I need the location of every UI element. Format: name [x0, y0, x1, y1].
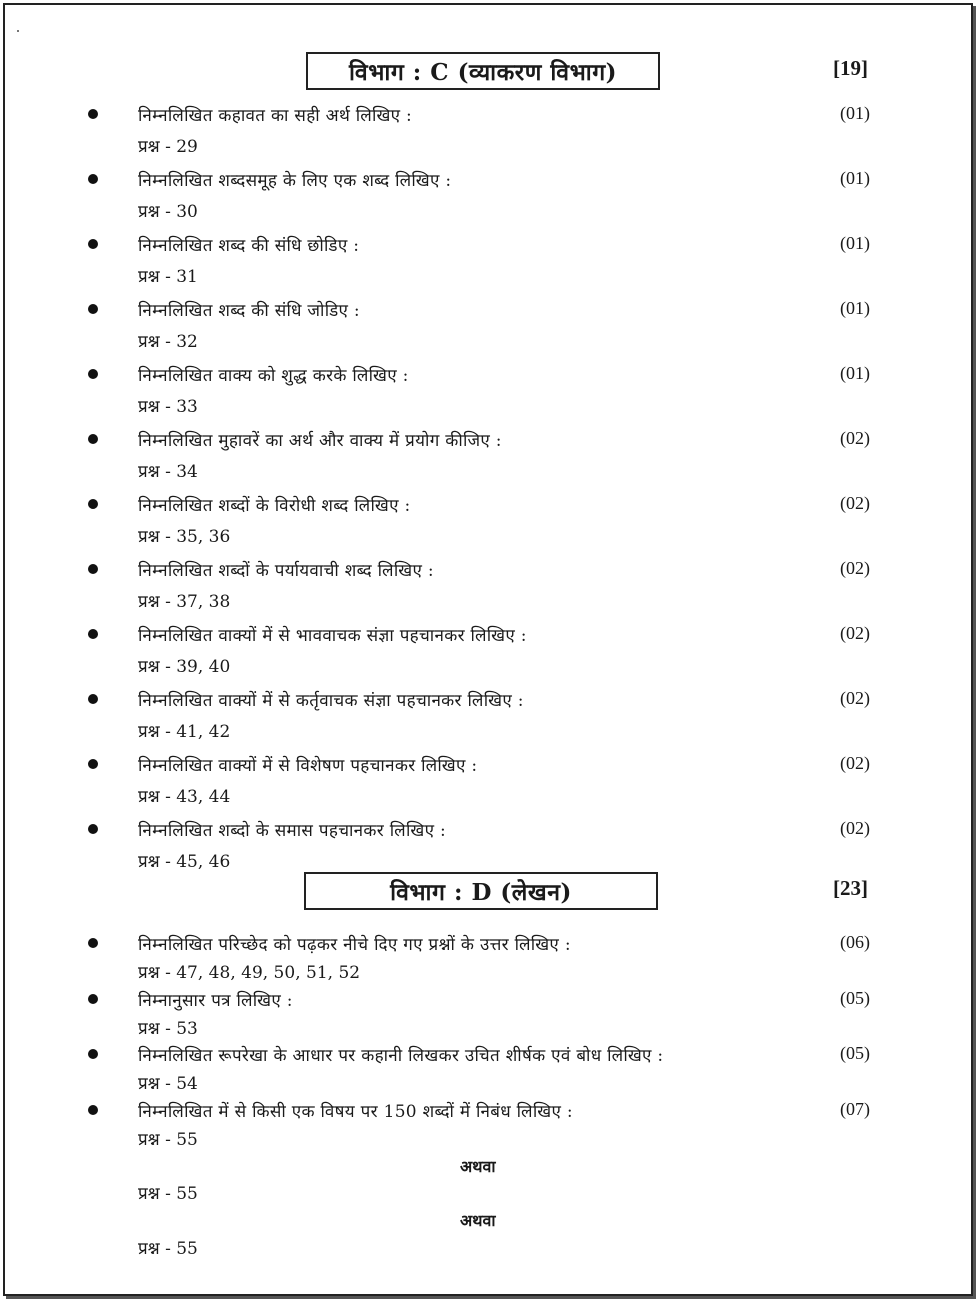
question-number: प्रश्न - 54: [138, 1074, 198, 1094]
question-instruction: निम्नलिखित वाक्यों में से भाववाचक संज्ञा पहचानकर लिखिए :: [138, 626, 527, 646]
question-item: [88, 103, 870, 158]
alternative-question-number: प्रश्न - 55: [138, 1184, 198, 1204]
question-instruction: निम्नलिखित वाक्यों में से कर्तृवाचक संज्ञा पहचानकर लिखिए :: [138, 691, 524, 711]
question-marks: (02): [840, 558, 870, 578]
question-instruction: निम्नलिखित शब्दसमूह के लिए एक शब्द लिखिए :: [138, 171, 452, 191]
bullet-icon: [88, 369, 98, 379]
question-number: प्रश्न - 47, 48, 49, 50, 51, 52: [138, 963, 361, 983]
question-instruction: निम्नलिखित में से किसी एक विषय पर 150 शब्दों में निबंध लिखिए :: [138, 1101, 573, 1122]
question-instruction: निम्नलिखित शब्द की संधि छोडिए :: [138, 236, 360, 256]
question-marks: (01): [840, 298, 870, 318]
question-number: प्रश्न - 35, 36: [138, 527, 231, 547]
question-number: प्रश्न - 29: [138, 137, 198, 157]
bullet-icon: [88, 499, 98, 509]
section-c-marks: [19]: [833, 56, 868, 80]
question-item: [88, 168, 870, 223]
question-number: प्रश्न - 55: [138, 1129, 198, 1150]
bullet-icon: [88, 239, 98, 249]
question-item: [88, 623, 870, 678]
question-instruction: निम्नानुसार पत्र लिखिए :: [138, 990, 293, 1011]
question-marks: (01): [840, 168, 870, 188]
question-marks: (06): [840, 932, 870, 952]
bullet-icon: [88, 994, 98, 1004]
question-item: [88, 493, 870, 548]
question-marks: (07): [840, 1098, 870, 1119]
question-item: [88, 753, 870, 808]
bullet-icon: [88, 938, 98, 948]
scan-speck: [17, 30, 19, 32]
question-number: प्रश्न - 37, 38: [138, 592, 231, 612]
section-d-title: विभाग : D (लेखन): [304, 872, 658, 910]
question-instruction: निम्नलिखित कहावत का सही अर्थ लिखिए :: [138, 106, 413, 126]
question-marks: (02): [840, 623, 870, 643]
alternative-question-number: प्रश्न - 55: [138, 1239, 198, 1259]
bullet-icon: [88, 564, 98, 574]
section-c-title: विभाग : C (व्याकरण विभाग): [306, 52, 660, 90]
question-instruction: निम्नलिखित शब्दों के पर्यायवाची शब्द लिखिए :: [138, 561, 434, 581]
question-instruction: निम्नलिखित रूपरेखा के आधार पर कहानी लिखकर उचित शीर्षक एवं बोध लिखिए :: [138, 1046, 664, 1066]
question-instruction: निम्नलिखित शब्दों के विरोधी शब्द लिखिए :: [138, 496, 411, 516]
bullet-icon: [88, 824, 98, 834]
bullet-icon: [88, 629, 98, 639]
question-item: [88, 818, 870, 873]
question-marks: (01): [840, 103, 870, 123]
bullet-icon: [88, 434, 98, 444]
question-item: [88, 363, 870, 418]
question-number: प्रश्न - 34: [138, 462, 198, 482]
question-marks: (05): [840, 987, 870, 1008]
question-number: प्रश्न - 30: [138, 202, 198, 222]
question-marks: (02): [840, 493, 870, 513]
bullet-icon: [88, 694, 98, 704]
bullet-icon: [88, 174, 98, 184]
question-number: प्रश्न - 45, 46: [138, 852, 231, 872]
question-item: [88, 298, 870, 353]
question-marks: (01): [840, 363, 870, 383]
question-item: [88, 1099, 870, 1151]
question-marks: (02): [840, 753, 870, 773]
question-number: प्रश्न - 43, 44: [138, 787, 231, 807]
question-item: [88, 233, 870, 288]
question-number: प्रश्न - 33: [138, 397, 198, 417]
question-number: प्रश्न - 39, 40: [138, 657, 231, 677]
question-instruction: निम्नलिखित वाक्य को शुद्ध करके लिखिए :: [138, 366, 409, 386]
question-number: प्रश्न - 31: [138, 267, 198, 287]
question-instruction: निम्नलिखित परिच्छेद को पढ़कर नीचे दिए गए प्रश्नों के उत्तर लिखिए :: [138, 935, 571, 955]
question-marks: (05): [840, 1043, 870, 1063]
question-item: [88, 932, 870, 984]
question-number: प्रश्न - 41, 42: [138, 722, 231, 742]
bullet-icon: [88, 1105, 98, 1115]
bullet-icon: [88, 304, 98, 314]
question-instruction: निम्नलिखित मुहावरें का अर्थ और वाक्य में प्रयोग कीजिए :: [138, 431, 502, 451]
alternative-separator: अथवा: [460, 1157, 496, 1176]
question-marks: (02): [840, 688, 870, 708]
section-d-marks: [23]: [833, 876, 868, 900]
question-number: प्रश्न - 53: [138, 1018, 198, 1039]
question-item: [88, 558, 870, 613]
question-instruction: निम्नलिखित शब्दो के समास पहचानकर लिखिए :: [138, 821, 447, 841]
question-marks: (01): [840, 233, 870, 253]
bullet-icon: [88, 759, 98, 769]
alternative-separator: अथवा: [460, 1211, 496, 1230]
question-number: प्रश्न - 32: [138, 332, 198, 352]
section-c-header: [300, 52, 868, 90]
question-item: [88, 688, 870, 743]
question-marks: (02): [840, 428, 870, 448]
section-d-header: [300, 872, 868, 910]
bullet-icon: [88, 1049, 98, 1059]
question-item: [88, 988, 870, 1040]
question-instruction: निम्नलिखित वाक्यों में से विशेषण पहचानकर लिखिए :: [138, 756, 478, 776]
bullet-icon: [88, 109, 98, 119]
question-marks: (02): [840, 818, 870, 838]
question-instruction: निम्नलिखित शब्द की संधि जोडिए :: [138, 301, 360, 321]
question-item: [88, 1043, 870, 1095]
question-item: [88, 428, 870, 483]
